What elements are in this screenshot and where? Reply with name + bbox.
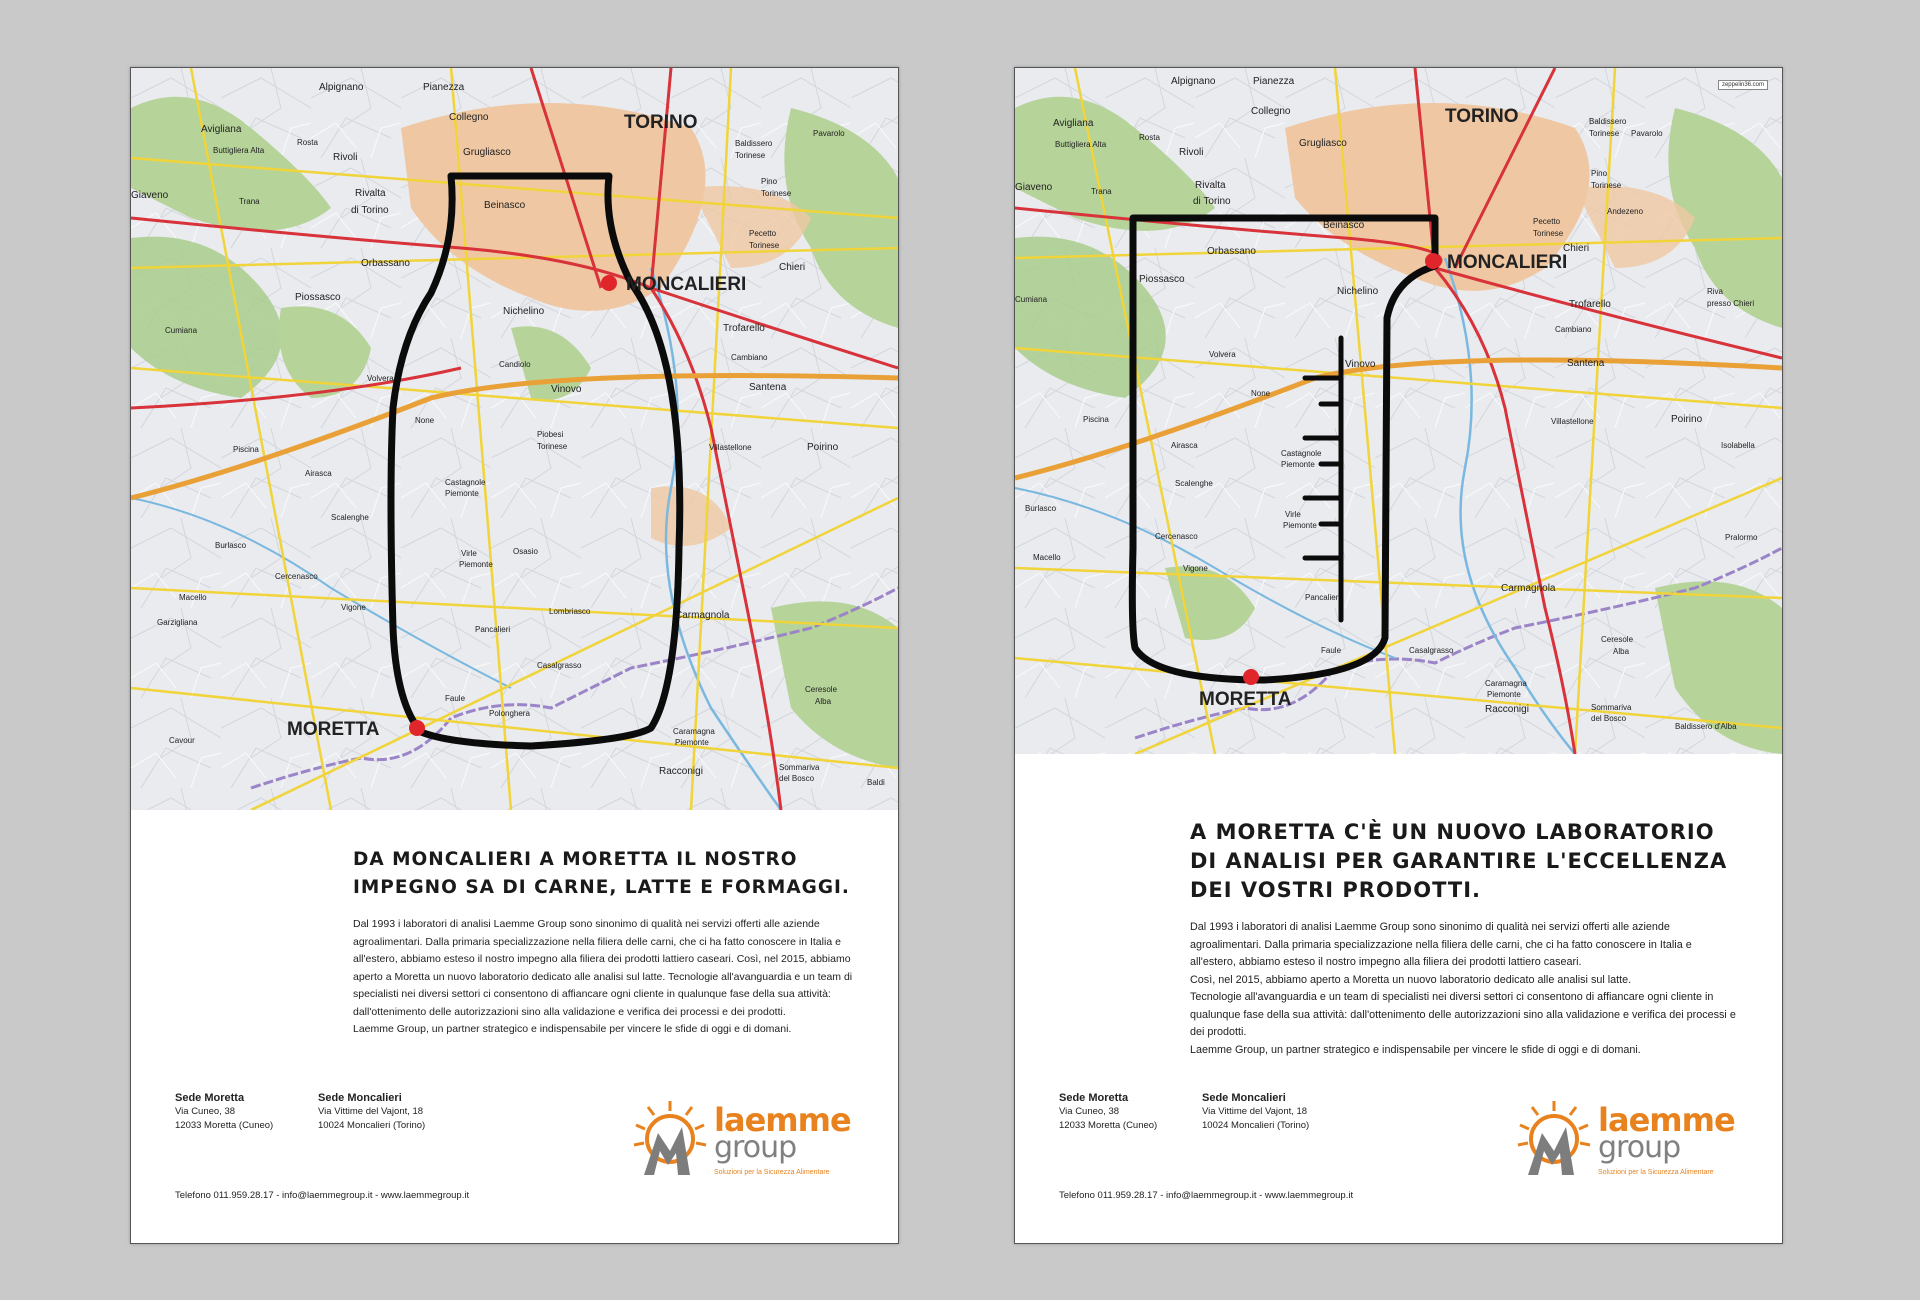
svg-text:Vinovo: Vinovo	[551, 384, 582, 395]
svg-text:Giaveno: Giaveno	[131, 190, 169, 201]
svg-text:Piscina: Piscina	[1083, 415, 1109, 424]
svg-text:Volvera: Volvera	[367, 374, 394, 383]
svg-text:Garzigliana: Garzigliana	[157, 618, 198, 627]
svg-text:Piemonte: Piemonte	[445, 489, 479, 498]
svg-text:Torinese: Torinese	[1533, 229, 1564, 238]
logo-mark-icon	[1514, 1097, 1594, 1177]
svg-text:Vigone: Vigone	[341, 603, 366, 612]
svg-text:Castagnole: Castagnole	[445, 478, 486, 487]
svg-text:Torinese: Torinese	[1591, 181, 1622, 190]
map-label-torino: TORINO	[624, 112, 698, 133]
address-title: Sede Moncalieri	[318, 1092, 402, 1104]
svg-text:Airasca: Airasca	[305, 469, 332, 478]
svg-text:Rivoli: Rivoli	[1179, 147, 1204, 158]
svg-text:Rosta: Rosta	[297, 138, 318, 147]
svg-text:Avigliana: Avigliana	[1053, 118, 1094, 129]
address-line: 12033 Moretta (Cuneo)	[1059, 1120, 1158, 1131]
svg-text:Casalgrasso: Casalgrasso	[1409, 646, 1454, 655]
svg-text:Sommariva: Sommariva	[1591, 703, 1632, 712]
copy-right	[1015, 818, 1782, 1059]
logo-brand-laemme: laemme	[1598, 1101, 1735, 1139]
svg-text:Racconigi: Racconigi	[659, 766, 703, 777]
address-line: 10024 Moncalieri (Torino)	[1202, 1120, 1310, 1131]
logo-tagline: Soluzioni per la Sicurezza Alimentare	[1598, 1169, 1714, 1176]
svg-text:Piossasco: Piossasco	[1139, 274, 1185, 285]
body-paragraph: Tecnologie all'avanguardia e un team di specialisti nei diversi settori ci consentono di affiancare ogni cliente in qualunque fase della sua attività: dall'ottenimento delle autorizzazioni sino alla validazione e verifica dei processi e dei prodotti.	[1190, 991, 1736, 1038]
svg-text:Torinese: Torinese	[537, 442, 568, 451]
svg-text:Burlasco: Burlasco	[215, 541, 247, 550]
svg-text:Scalenghe: Scalenghe	[1175, 479, 1213, 488]
svg-text:presso Chieri: presso Chieri	[1707, 299, 1755, 308]
address-moncalieri	[318, 1091, 425, 1133]
svg-text:Vigone: Vigone	[1183, 564, 1208, 573]
svg-text:Giaveno: Giaveno	[1015, 182, 1053, 193]
map-credit: zeppelin36.com	[1718, 80, 1768, 90]
laemme-logo	[1514, 1097, 1744, 1185]
svg-text:Baldissero: Baldissero	[735, 139, 773, 148]
map-illustration	[1015, 68, 1782, 754]
map-label-moretta: MORETTA	[1199, 689, 1292, 710]
headline-left: DA MONCALIERI A MORETTA IL NOSTRO IMPEGNO SA DI CARNE, LATTE E FORMAGGI.	[353, 849, 850, 898]
svg-text:Carmagnola: Carmagnola	[1501, 583, 1556, 594]
svg-text:Cercenasco: Cercenasco	[275, 572, 318, 581]
svg-text:Buttigliera Alta: Buttigliera Alta	[213, 146, 265, 155]
svg-text:Burlasco: Burlasco	[1025, 504, 1057, 513]
svg-text:None: None	[1251, 389, 1271, 398]
svg-text:Rivalta: Rivalta	[1195, 180, 1226, 191]
svg-text:del Bosco: del Bosco	[1591, 714, 1627, 723]
svg-text:Alpignano: Alpignano	[319, 82, 364, 93]
svg-text:Pecetto: Pecetto	[749, 229, 777, 238]
svg-text:Piemonte: Piemonte	[1281, 460, 1315, 469]
svg-text:Orbassano: Orbassano	[1207, 246, 1256, 257]
svg-text:Pralormo: Pralormo	[1725, 533, 1758, 542]
svg-text:Villastellone: Villastellone	[709, 443, 752, 452]
svg-text:Scalenghe: Scalenghe	[331, 513, 369, 522]
svg-text:Sommariva: Sommariva	[779, 763, 820, 772]
svg-text:Pecetto: Pecetto	[1533, 217, 1561, 226]
address-moretta	[175, 1091, 273, 1133]
svg-text:Castagnole: Castagnole	[1281, 449, 1322, 458]
svg-text:Beinasco: Beinasco	[484, 200, 526, 211]
svg-text:Torinese: Torinese	[749, 241, 780, 250]
svg-text:Piemonte: Piemonte	[1283, 521, 1317, 530]
svg-text:Carmagnola: Carmagnola	[675, 610, 730, 621]
svg-text:Pino: Pino	[1591, 169, 1608, 178]
svg-text:Piscina: Piscina	[233, 445, 259, 454]
svg-text:Grugliasco: Grugliasco	[1299, 138, 1347, 149]
svg-text:Cumiana: Cumiana	[165, 326, 198, 335]
svg-text:Nichelino: Nichelino	[1337, 286, 1379, 297]
svg-text:Osasio: Osasio	[513, 547, 538, 556]
address-moncalieri	[1202, 1091, 1309, 1133]
svg-text:Alpignano: Alpignano	[1171, 76, 1216, 87]
address-line: Via Cuneo, 38	[1059, 1106, 1120, 1117]
map-label-moretta: MORETTA	[287, 719, 380, 740]
svg-text:Virle: Virle	[1285, 510, 1301, 519]
svg-text:Andezeno: Andezeno	[1607, 207, 1644, 216]
svg-text:Nichelino: Nichelino	[503, 306, 545, 317]
svg-text:Pino: Pino	[761, 177, 778, 186]
address-title: Sede Moncalieri	[1202, 1092, 1286, 1104]
address-line: 10024 Moncalieri (Torino)	[318, 1120, 426, 1131]
svg-text:Baldi: Baldi	[867, 778, 885, 787]
poster-right	[1014, 67, 1783, 1244]
laemme-logo	[630, 1097, 860, 1185]
svg-text:Polonghera: Polonghera	[489, 709, 530, 718]
svg-text:Pavarolo: Pavarolo	[1631, 129, 1663, 138]
svg-text:Cumiana: Cumiana	[1015, 295, 1048, 304]
footer-left	[175, 1091, 868, 1211]
svg-text:None: None	[415, 416, 435, 425]
map-label-moncalieri: MONCALIERI	[626, 274, 747, 295]
svg-text:Faule: Faule	[445, 694, 466, 703]
svg-text:Pianezza: Pianezza	[1253, 76, 1295, 87]
svg-text:di Torino: di Torino	[1193, 196, 1231, 207]
logo-brand-group: group	[714, 1130, 797, 1165]
svg-text:Pavarolo: Pavarolo	[813, 129, 845, 138]
map-label-torino: TORINO	[1445, 106, 1519, 127]
svg-text:Faule: Faule	[1321, 646, 1342, 655]
map-illustration	[131, 68, 898, 810]
logo-brand-laemme: laemme	[714, 1101, 851, 1139]
svg-text:Cambiano: Cambiano	[731, 353, 768, 362]
svg-text:Candiolo: Candiolo	[499, 360, 531, 369]
svg-text:Ceresole: Ceresole	[805, 685, 838, 694]
svg-text:Collegno: Collegno	[449, 112, 489, 123]
svg-text:di Torino: di Torino	[351, 205, 389, 216]
svg-text:Macello: Macello	[1033, 553, 1061, 562]
map-left	[131, 68, 898, 810]
address-line: 12033 Moretta (Cuneo)	[175, 1120, 274, 1131]
body-text-right	[1190, 919, 1740, 1059]
svg-text:Cavour: Cavour	[169, 736, 195, 745]
logo-mark-icon	[630, 1097, 710, 1177]
svg-text:Ceresole: Ceresole	[1601, 635, 1634, 644]
svg-text:Cercenasco: Cercenasco	[1155, 532, 1198, 541]
svg-text:Pancalieri: Pancalieri	[1305, 593, 1341, 602]
svg-text:Virle: Virle	[461, 549, 477, 558]
svg-text:Piemonte: Piemonte	[675, 738, 709, 747]
svg-text:Villastellone: Villastellone	[1551, 417, 1594, 426]
svg-text:Trana: Trana	[239, 197, 260, 206]
svg-text:Alba: Alba	[1613, 647, 1630, 656]
svg-text:Trana: Trana	[1091, 187, 1112, 196]
svg-text:Piobesi: Piobesi	[537, 430, 564, 439]
headline-right: A MORETTA C'È UN NUOVO LABORATORIO DI ANALISI PER GARANTIRE L'ECCELLENZA DEI VOSTRI PRODOTTI.	[1190, 820, 1728, 902]
svg-text:Pancalieri: Pancalieri	[475, 625, 511, 634]
address-line: Via Vittime del Vajont, 18	[318, 1106, 424, 1117]
logo-tagline: Soluzioni per la Sicurezza Alimentare	[714, 1169, 830, 1176]
svg-text:del Bosco: del Bosco	[779, 774, 815, 783]
svg-text:Trofarello: Trofarello	[1569, 299, 1611, 310]
svg-text:Chieri: Chieri	[1563, 243, 1590, 254]
body-text-left	[353, 916, 863, 1039]
svg-text:Cambiano: Cambiano	[1555, 325, 1592, 334]
svg-text:Alba: Alba	[815, 697, 832, 706]
svg-text:Collegno: Collegno	[1251, 106, 1291, 117]
svg-text:Poirino: Poirino	[1671, 414, 1703, 425]
svg-text:Torinese: Torinese	[761, 189, 792, 198]
body-paragraph: Dal 1993 i laboratori di analisi Laemme Group sono sinonimo di qualità nei servizi offerti alle aziende agroalimentari. Dalla primaria specializzazione nella filiera delle carni, che ci ha fatto conoscere in Italia e all'estero, abbiamo esteso il nostro impegno alla filiera dei prodotti lattiero caseari.	[1190, 921, 1692, 968]
body-paragraph: Laemme Group, un partner strategico e indispensabile per vincere le sfide di oggi e di domani.	[353, 1023, 792, 1035]
svg-text:Chieri: Chieri	[779, 262, 806, 273]
svg-text:Grugliasco: Grugliasco	[463, 147, 511, 158]
svg-text:Beinasco: Beinasco	[1323, 220, 1365, 231]
address-line: Via Cuneo, 38	[175, 1106, 236, 1117]
address-line: Via Vittime del Vajont, 18	[1202, 1106, 1308, 1117]
svg-text:Piossasco: Piossasco	[295, 292, 341, 303]
svg-text:Buttigliera Alta: Buttigliera Alta	[1055, 140, 1107, 149]
contact-line: Telefono 011.959.28.17 - info@laemmegroup.it - www.laemmegroup.it	[1059, 1190, 1354, 1201]
svg-text:Avigliana: Avigliana	[201, 124, 242, 135]
svg-text:Rivoli: Rivoli	[333, 152, 358, 163]
svg-text:Rivalta: Rivalta	[355, 188, 386, 199]
svg-text:Piemonte: Piemonte	[1487, 690, 1521, 699]
svg-text:Santena: Santena	[749, 382, 787, 393]
svg-text:Santena: Santena	[1567, 358, 1605, 369]
svg-text:Torinese: Torinese	[1589, 129, 1620, 138]
map-label-moncalieri: MONCALIERI	[1447, 252, 1568, 273]
svg-text:Rosta: Rosta	[1139, 133, 1160, 142]
svg-text:Orbassano: Orbassano	[361, 258, 410, 269]
svg-text:Caramagna: Caramagna	[673, 727, 715, 736]
svg-text:Airasca: Airasca	[1171, 441, 1198, 450]
svg-text:Pianezza: Pianezza	[423, 82, 465, 93]
address-moretta	[1059, 1091, 1157, 1133]
logo-brand-group: group	[1598, 1130, 1681, 1165]
body-paragraph: Laemme Group, un partner strategico e indispensabile per vincere le sfide di oggi e di domani.	[1190, 1043, 1641, 1056]
svg-text:Torinese: Torinese	[735, 151, 766, 160]
svg-text:Poirino: Poirino	[807, 442, 839, 453]
svg-text:Volvera: Volvera	[1209, 350, 1236, 359]
contact-line: Telefono 011.959.28.17 - info@laemmegroup.it - www.laemmegroup.it	[175, 1190, 470, 1201]
svg-text:Vinovo: Vinovo	[1345, 359, 1376, 370]
map-right	[1015, 68, 1782, 754]
svg-text:Baldissero d'Alba: Baldissero d'Alba	[1675, 722, 1737, 731]
svg-text:Macello: Macello	[179, 593, 207, 602]
svg-text:Isolabella: Isolabella	[1721, 441, 1755, 450]
body-paragraph: Così, nel 2015, abbiamo aperto a Moretta un nuovo laboratorio dedicato alle analisi sul latte.	[1190, 973, 1632, 986]
svg-text:Racconigi: Racconigi	[1485, 704, 1529, 715]
poster-left	[130, 67, 899, 1244]
svg-text:Piemonte: Piemonte	[459, 560, 493, 569]
svg-text:Caramagna: Caramagna	[1485, 679, 1527, 688]
svg-text:Riva: Riva	[1707, 287, 1724, 296]
svg-text:Casalgrasso: Casalgrasso	[537, 661, 582, 670]
svg-text:Baldissero: Baldissero	[1589, 117, 1627, 126]
svg-text:Lombriasco: Lombriasco	[549, 607, 591, 616]
footer-right	[1059, 1091, 1752, 1211]
address-title: Sede Moretta	[1059, 1092, 1129, 1104]
body-paragraph: Dal 1993 i laboratori di analisi Laemme Group sono sinonimo di qualità nei servizi offerti alle aziende agroalimentari. Dalla primaria specializzazione nella filiera delle carni, che ci ha fatto conoscere in Italia e all'estero, abbiamo esteso il nostro impegno alla filiera dei prodotti lattiero caseari. Così, nel 2015, abbiamo aperto a Moretta un nuovo laboratorio dedicato alle analisi sul latte. Tecnologie all'avanguardia e un team di specialisti nei diversi settori ci consentono di affiancare ogni cliente in qualunque fase della sua attività: dall'ottenimento delle autorizzazioni sino alla validazione e verifica dei processi e dei prodotti.	[353, 918, 853, 1018]
copy-left	[131, 846, 898, 1039]
address-title: Sede Moretta	[175, 1092, 245, 1104]
svg-text:Trofarello: Trofarello	[723, 323, 765, 334]
